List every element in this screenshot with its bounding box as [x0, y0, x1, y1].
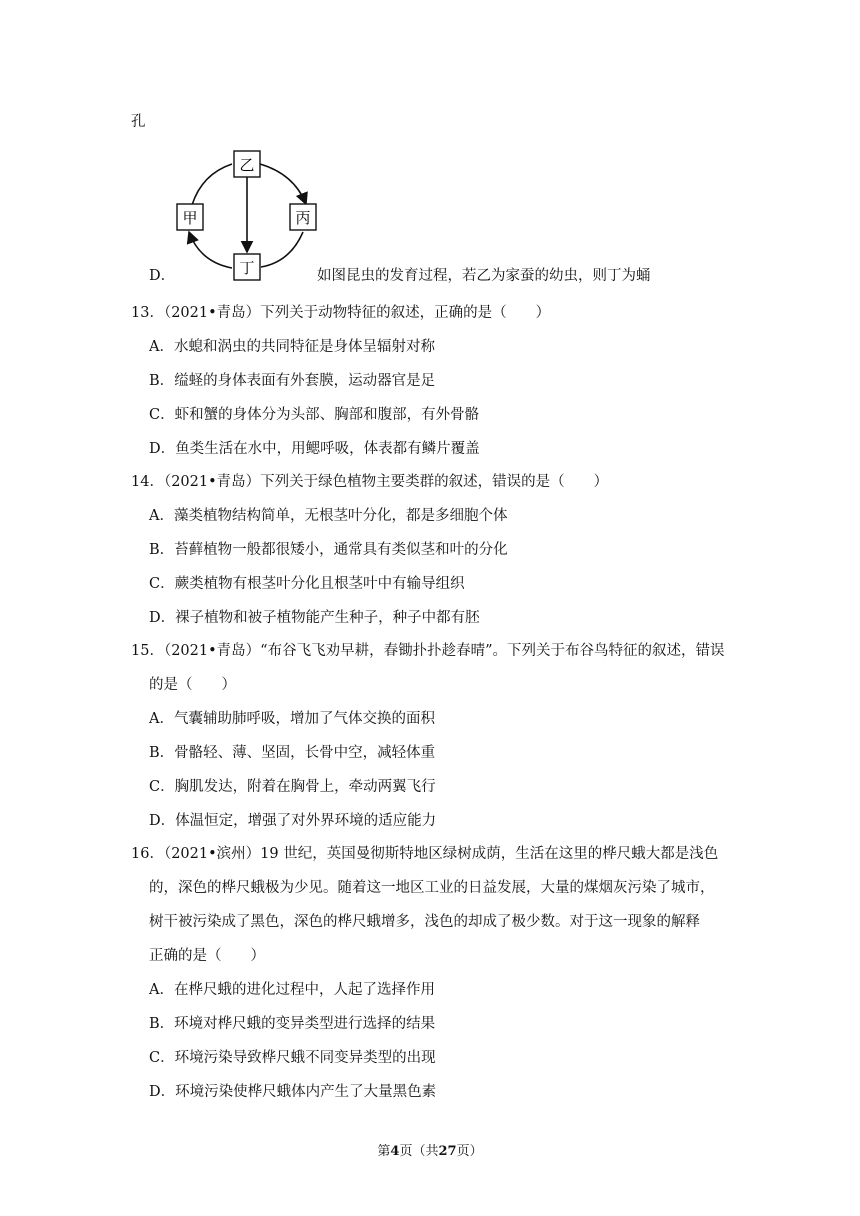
footer-page-number: 4 — [390, 1144, 400, 1159]
q13-option-c: C．虾和蟹的身体分为头部、胸部和腹部，有外骨骼 — [149, 407, 480, 423]
q16-option-d: D．环境污染使桦尺蛾体内产生了大量黑色素 — [149, 1084, 437, 1100]
question-15-stem-line-2: 的是（ ） — [149, 677, 236, 693]
option-d-letter: D． — [149, 268, 176, 284]
question-16-stem-line-3: 树干被污染成了黑色，深色的桦尺蛾增多，浅色的却成了极少数。对于这一现象的解释 — [149, 914, 700, 930]
life-cycle-svg — [170, 148, 330, 284]
arc-bottom-right — [261, 232, 303, 267]
footer-middle: 页（共 — [399, 1144, 439, 1159]
footer-prefix: 第 — [377, 1144, 391, 1159]
q14-option-b: B．苔藓植物一般都很矮小，通常具有类似茎和叶的分化 — [149, 542, 508, 558]
label-bing: 丙 — [295, 209, 311, 227]
top-fragment: 孔 — [131, 114, 146, 130]
question-16-stem-line-1: 16．（2021•滨州）19 世纪，英国曼彻斯特地区绿树成荫，生活在这里的桦尺蛾大都是浅色 — [131, 846, 719, 862]
q15-option-c: C．胸肌发达，附着在胸骨上，牵动两翼飞行 — [149, 779, 436, 795]
insect-life-cycle-diagram — [170, 148, 330, 284]
question-15-stem-line-1: 15．（2021•青岛）“布谷飞飞劝早耕，春锄扑扑趁春晴”。下列关于布谷鸟特征的叙述，错误 — [131, 643, 725, 659]
label-ding: 丁 — [239, 259, 255, 277]
q16-option-a: A．在桦尺蛾的进化过程中，人起了选择作用 — [149, 982, 435, 998]
q16-option-c: C．环境污染导致桦尺蛾不同变异类型的出现 — [149, 1050, 436, 1066]
q13-option-a: A．水螅和涡虫的共同特征是身体呈辐射对称 — [149, 339, 435, 355]
arc-top-right — [260, 164, 306, 204]
q14-option-a: A．藻类植物结构简单，无根茎叶分化，都是多细胞个体 — [149, 508, 508, 524]
question-13-stem: 13．（2021•青岛）下列关于动物特征的叙述，正确的是（ ） — [131, 305, 551, 321]
question-16-stem-line-4: 正确的是（ ） — [149, 948, 265, 964]
q14-option-c: C．蕨类植物有根茎叶分化且根茎叶中有输导组织 — [149, 576, 465, 592]
footer-suffix: 页） — [456, 1144, 483, 1159]
q15-option-d: D．体温恒定，增强了对外界环境的适应能力 — [149, 813, 437, 829]
page-footer — [0, 1140, 860, 1159]
question-16-stem-line-2: 的，深色的桦尺蛾极为少见。随着这一地区工业的日益发展，大量的煤烟灰污染了城市， — [149, 880, 715, 896]
q16-option-b: B．环境对桦尺蛾的变异类型进行选择的结果 — [149, 1016, 436, 1032]
question-14-stem: 14．（2021•青岛）下列关于绿色植物主要类群的叙述，错误的是（ ） — [131, 474, 609, 490]
footer-total-pages: 27 — [438, 1144, 457, 1159]
arc-top-left — [192, 164, 232, 205]
label-yi: 乙 — [239, 156, 255, 174]
q13-option-d: D．鱼类生活在水中，用鳃呼吸，体表都有鳞片覆盖 — [149, 441, 480, 457]
q13-option-b: B．缢蛏的身体表面有外套膜，运动器官是足 — [149, 373, 436, 389]
q15-option-b: B．骨骼轻、薄、坚固，长骨中空，减轻体重 — [149, 745, 436, 761]
q14-option-d: D．裸子植物和被子植物能产生种子，种子中都有胚 — [149, 610, 480, 626]
label-jia: 甲 — [182, 209, 198, 227]
arc-bottom-left — [189, 232, 232, 268]
option-d-text: 如图昆虫的发育过程，若乙为家蚕的幼虫，则丁为蛹 — [317, 268, 651, 284]
q15-option-a: A．气囊辅助肺呼吸，增加了气体交换的面积 — [149, 711, 435, 727]
